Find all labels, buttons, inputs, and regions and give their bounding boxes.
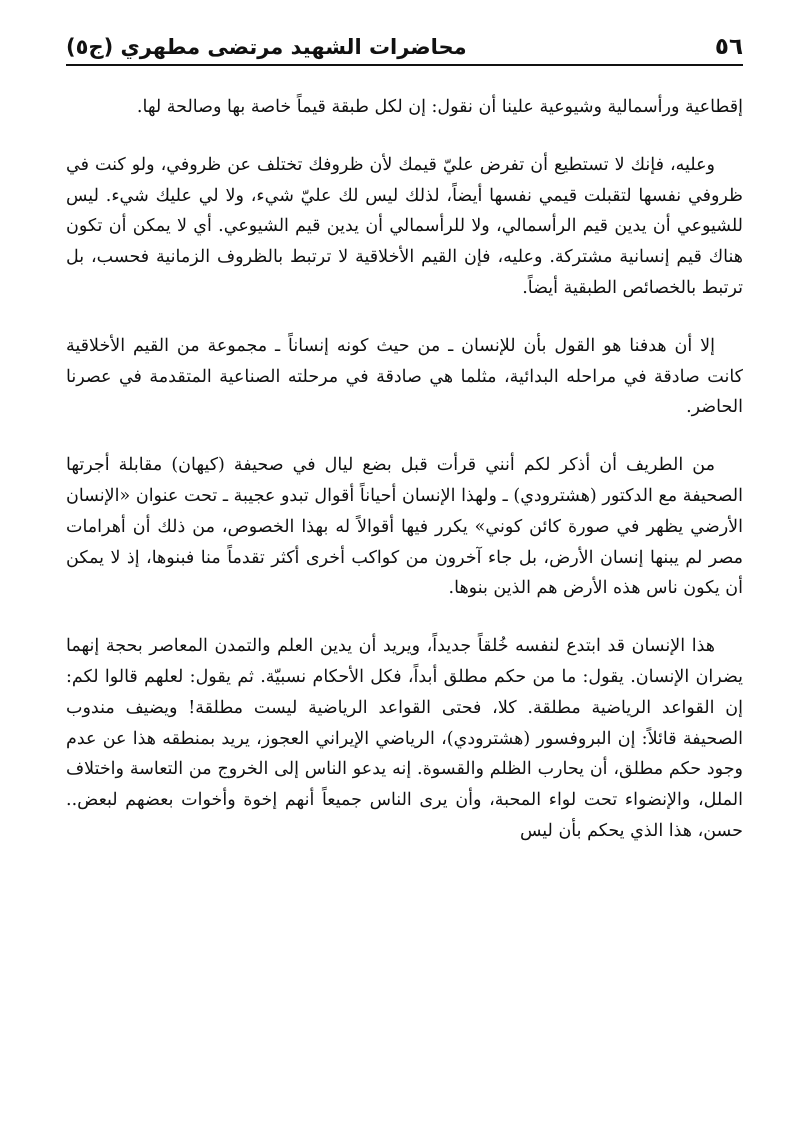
paragraph-5: هذا الإنسان قد ابتدع لنفسه خُلقاً جديداً، ويريد أن يدين العلم والتمدن المعاصر بحجة إنهما يضران الإنسان. يقول: ما من حكم مطلق أبداً، فكل الأحكام نسبيّة. ثم يقول: لعلهم قالوا لكم: إن القواعد الرياضية مطلقة. كلا، فحتى القواعد الرياضية ليست مطلقة! ويضيف مندوب الصحيفة قائلاً: إن البروفسور (هشترودي)، الرياضي الإيراني العجوز، يريد بمنطقه هذا عن عدم وجود حكم مطلق، أن يحارب الظلم والقسوة. إنه يدعو الناس إلى الخروج من التعاسة واختلاف الملل، والإنضواء تحت لواء المحبة، وأن يرى الناس جميعاً أنهم إخوة وأخوات بعضهم لبعض.. حسن، هذا الذي يحكم بأن ليس (66, 636, 743, 841)
paragraph-1: إقطاعية ورأسمالية وشيوعية علينا أن نقول: إن لكل طبقة قيماً خاصة بها وصالحة لها. (136, 97, 743, 117)
page-body (66, 92, 743, 1146)
paragraph-2: وعليه، فإنك لا تستطيع أن تفرض عليّ قيمك لأن ظروفك تختلف عن ظروفي، ولو كنت في ظروفي نفسها لتقبلت قيمي نفسها أيضاً، لذلك ليس لك عليّ شيء، ولا لي عليك شيء. ليس للشيوعي أن يدين قيم الرأسمالي، ولا للرأسمالي أن يدين قيم الشيوعي. أي لا يمكن أن تكون هناك قيم إنسانية مشتركة. وعليه، فإن القيم الأخلاقية لا ترتبط بالظروف الزمانية فحسب، بل ترتبط بالخصائص الطبقية أيضاً. (66, 154, 743, 298)
book-title: محاضرات الشهيد مرتضى مطهري (ج٥) (66, 35, 467, 59)
page-number: ٥٦ (714, 34, 743, 60)
page-header (66, 30, 743, 66)
paragraph-4: من الطريف أن أذكر لكم أنني قرأت قبل بضع ليال في صحيفة (كيهان) مقابلة أجرتها الصحيفة مع الدكتور (هشترودي) ـ ولهذا الإنسان أحياناً أقوال تبدو عجيبة ـ تحت عنوان «الإنسان الأرضي يظهر في صورة كائن كوني» يكرر فيها أقوالاً له بهذا الخصوص، من ذلك أن أهرامات مصر لم يبنها إنسان الأرض، بل جاء آخرون من كواكب أخرى أكثر تقدماً منا فبنوها، إذ لا يمكن أن يكون ناس هذه الأرض هم الذين بنوها. (66, 455, 743, 599)
paragraph-3: إلا أن هدفنا هو القول بأن للإنسان ـ من حيث كونه إنساناً ـ مجموعة من القيم الأخلاقية كانت صادقة في مراحله البدائية، مثلما هي صادقة في مرحلته الصناعية المتقدمة في عصرنا الحاضر. (66, 335, 743, 418)
